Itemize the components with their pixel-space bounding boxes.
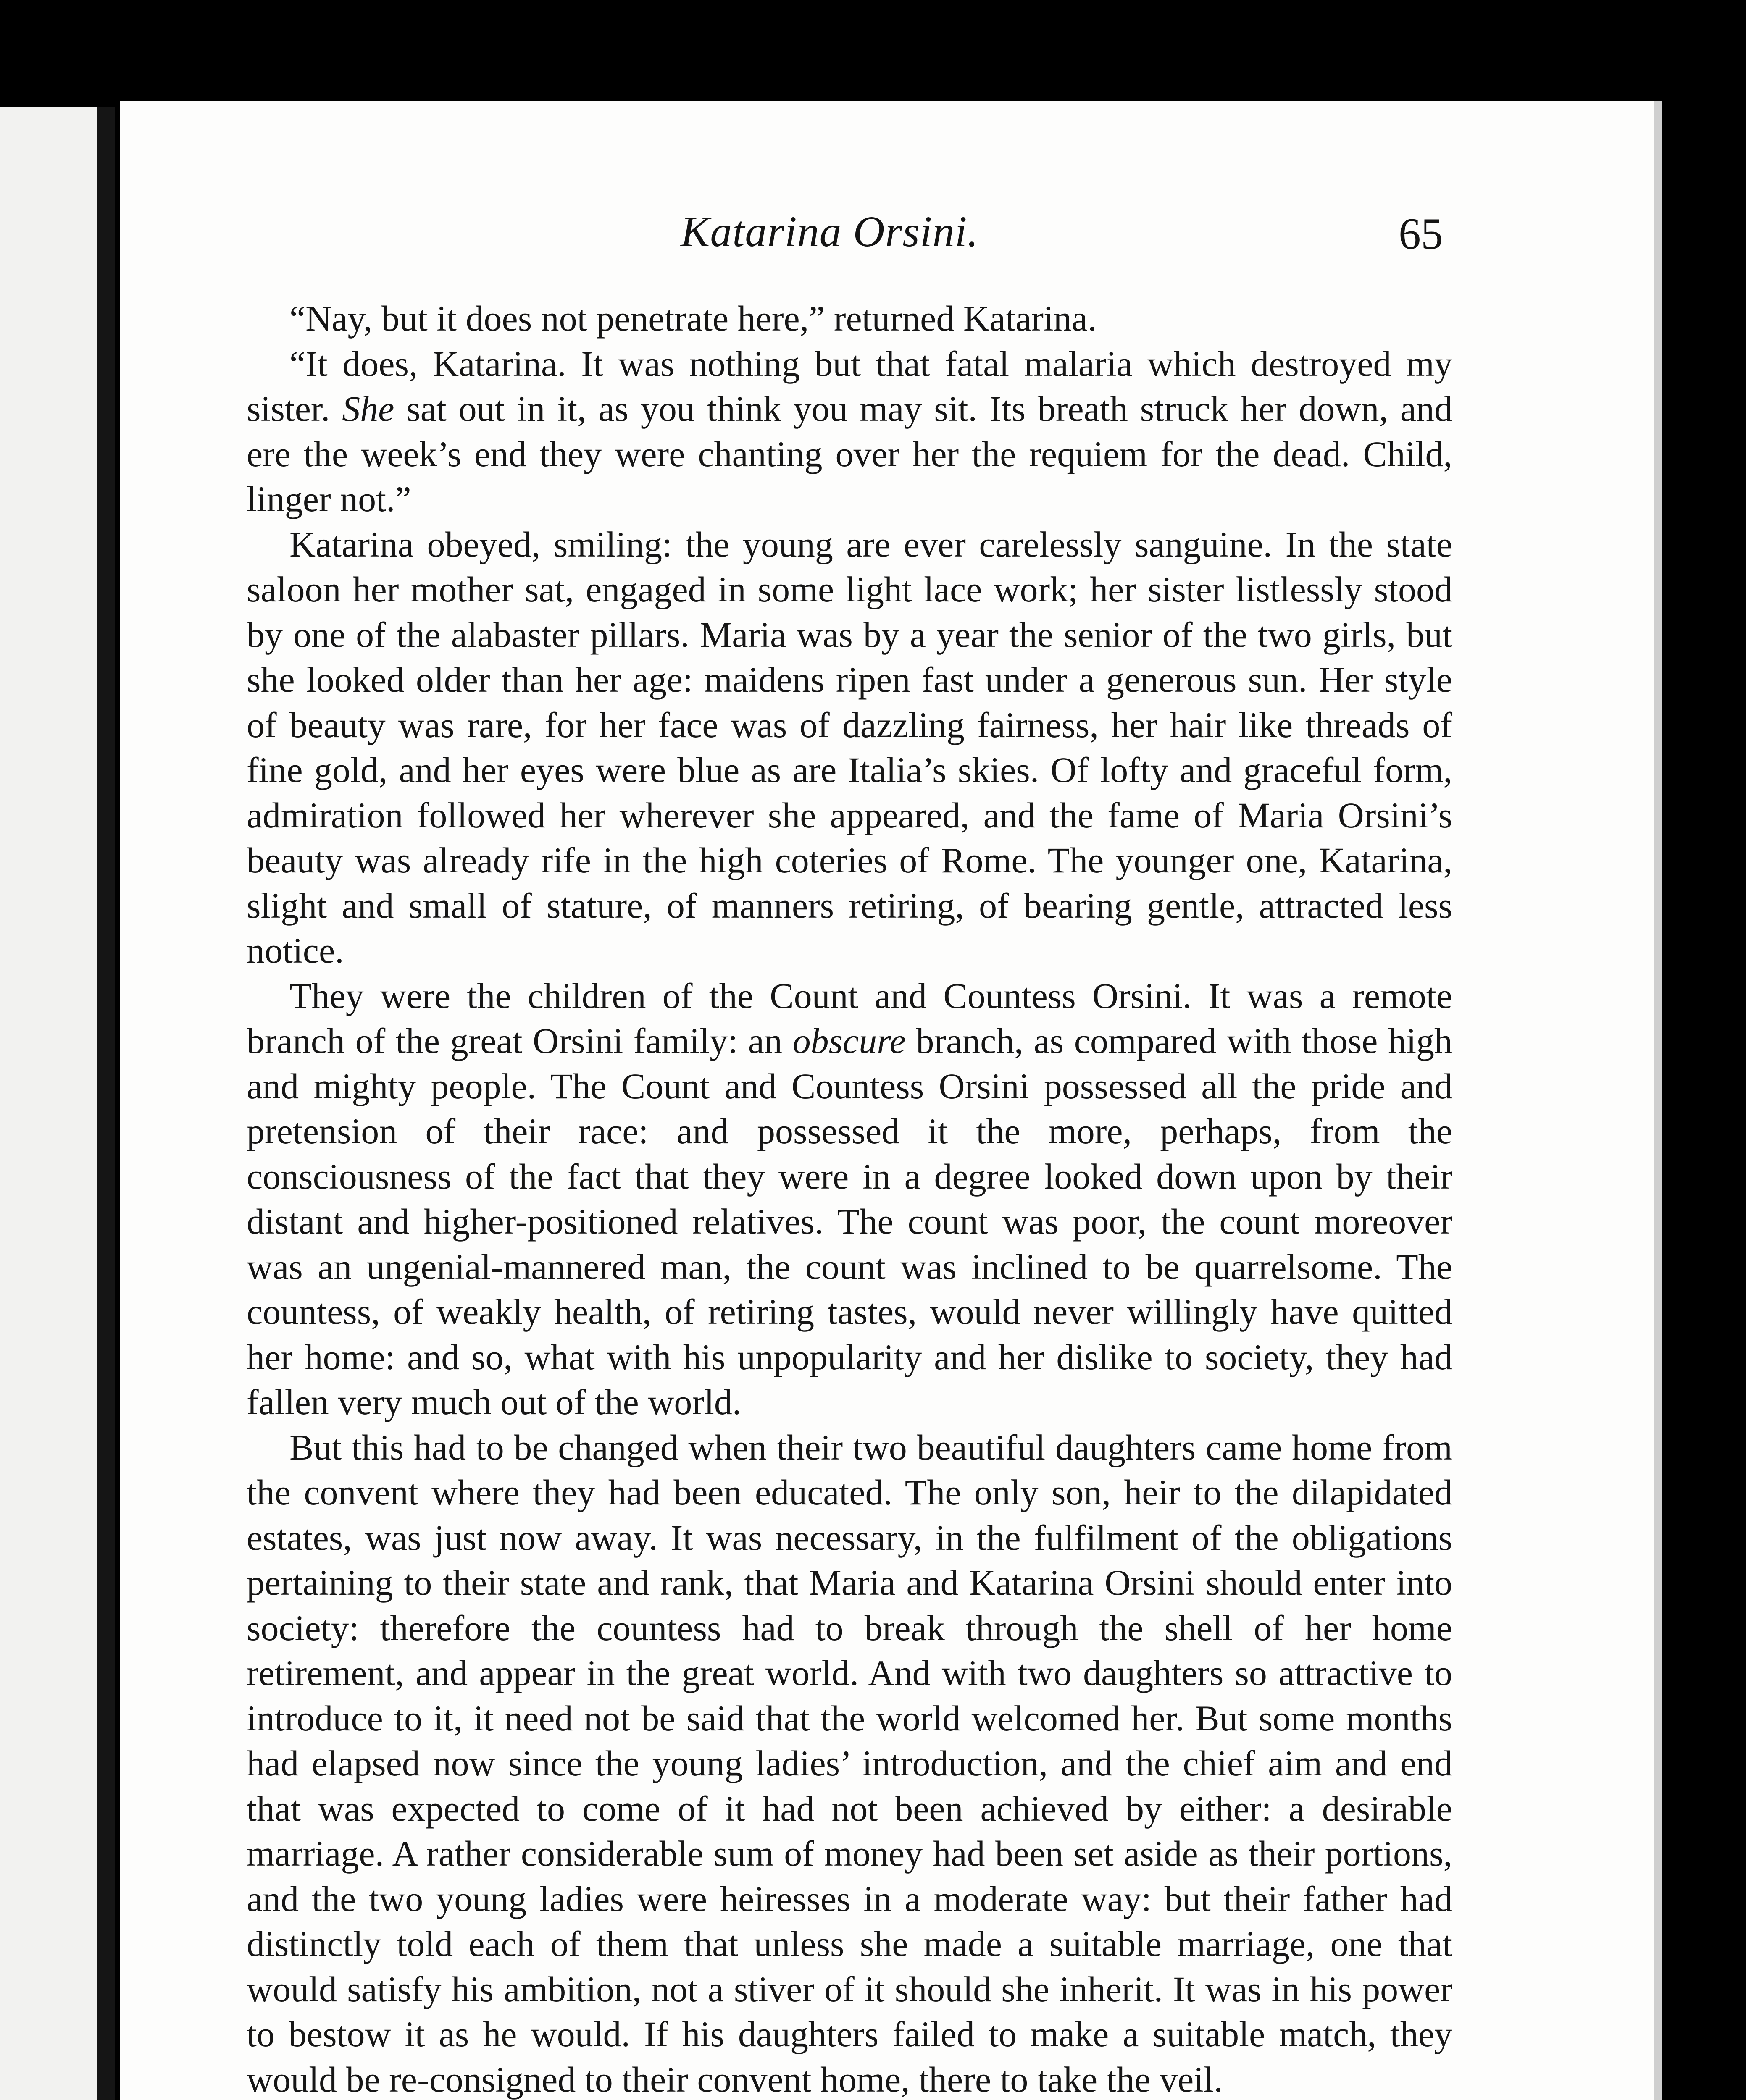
body-text — [247, 296, 1452, 2100]
adjacent-page-edge — [0, 107, 115, 2100]
italic-text: She — [342, 388, 394, 429]
paragraph-text: Katarina obeyed, smiling: the young are ever carelessly sanguine. In the state saloon her mother sat, engaged in some light lace work; her sister listlessly stood by one of the alabaster pillars. Maria was by a year the senior of the two girls, but she looked older than her age: maidens ripen fast under a generous sun. Her style of beauty was rare, for her face was of dazzling fairness, her hair like threads of fine gold, and her eyes were blue as are Italia’s skies. Of lofty and graceful form, admiration followed her wherever she appeared, and the fame of Maria Orsini’s beauty was already rife in the high coteries of Rome. The younger one, Katarina, slight and small of stature, of manners retiring, of bearing gentle, attracted less notice. — [247, 524, 1452, 971]
page-number: 65 — [1399, 209, 1443, 258]
paragraph-text: “It does, Katarina. It was nothing but that fatal malaria which destroyed my sister. — [247, 343, 1452, 429]
paragraph — [247, 522, 1452, 974]
paragraph — [247, 1425, 1452, 2100]
paragraph-text: “Nay, but it does not penetrate here,” returned Katarina. — [289, 298, 1097, 339]
paragraph — [247, 296, 1452, 341]
paragraph-text: But this had to be changed when their two beautiful daughters came home from the convent where they had been educated. The only son, heir to the dilapidated estates, was just now away. It was necessary, in the fulfilment of the obligations pertaining to their state and rank, that Maria and Katarina Orsini should enter into society: therefore the countess had to break through the shell of her home retirement, and appear in the great world. And with two daughters so attractive to introduce to it, it need not be said that the world welcomed her. But some months had elapsed now since the young ladies’ introduction, and the chief aim and end that was expected to come of it had not been achieved by either: a desirable marriage. A rather considerable sum of money had been set aside as their portions, and the two young ladies were heiresses in a moderate way: but their father had distinctly told each of them that unless she made a suitable marriage, one that would satisfy his ambition, not a stiver of it should she inherit. It was in his power to bestow it as he would. If his daughters failed to make a suitable match, they would be re-consigned to their convent home, there to take the veil. — [247, 1427, 1452, 2100]
paragraph — [247, 341, 1452, 522]
paragraph-text: sat out in it, as you think you may sit. Its breath struck her down, and ere the week’s end they were chanting over her the requiem for the dead. Child, linger not.” — [247, 388, 1453, 519]
italic-text: obscure — [792, 1021, 906, 1061]
paragraph-text: They were the children of the Count and Countess Orsini. It was a remote branch of the great Orsini family: an — [247, 975, 1452, 1061]
paragraph — [247, 974, 1452, 1425]
running-title: Katarina Orsini. — [681, 207, 979, 256]
paragraph-text: branch, as compared with those high and mighty people. The Count and Countess Orsini possessed all the pride and pretension of their race: and possessed it the more, perhaps, from the consciousness of the fact that they were in a degree looked down upon by their distant and higher-positioned relatives. The count was poor, the count moreover was an ungenial-mannered man, the count was inclined to be quarrelsome. The countess, of weakly health, of retiring tastes, would never willingly have quitted her home: and so, what with his unpopularity and her dislike to society, they had fallen very much out of the world. — [247, 1021, 1453, 1422]
page-header — [120, 207, 1662, 265]
book-page — [120, 101, 1662, 2100]
